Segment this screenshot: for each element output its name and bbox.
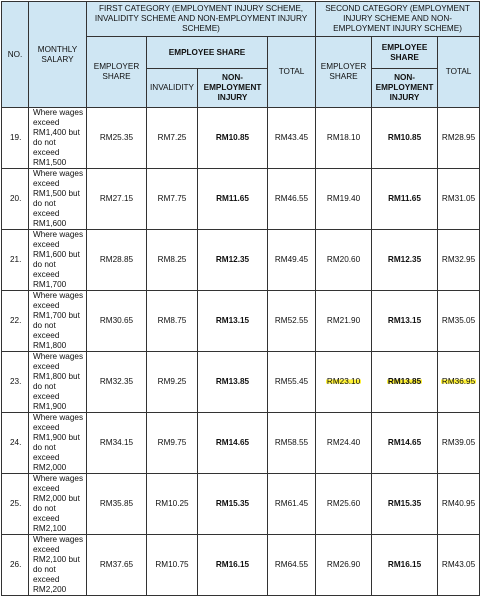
cell-c2-nei: RM13.15	[372, 291, 438, 352]
cell-no: 20.	[2, 169, 29, 230]
cell-c2-nei: RM16.15	[372, 535, 438, 596]
cell-c2-total: RM28.95	[438, 108, 480, 169]
cell-salary: Where wages exceed RM1,900 but do not exceed RM2,000	[29, 413, 87, 474]
cell-c1-invalidity: RM8.75	[147, 291, 198, 352]
cell-c1-invalidity: RM7.75	[147, 169, 198, 230]
cell-salary: Where wages exceed RM1,500 but do not exceed RM1,600	[29, 169, 87, 230]
header-c1-total: TOTAL	[268, 37, 316, 108]
cell-c1-total: RM64.55	[268, 535, 316, 596]
cell-c1-nei: RM10.85	[198, 108, 268, 169]
cell-c1-nei: RM15.35	[198, 474, 268, 535]
cell-c2-nei	[372, 352, 438, 413]
table-row	[2, 230, 480, 291]
cell-c1-total: RM49.45	[268, 230, 316, 291]
cell-c2-total: RM32.95	[438, 230, 480, 291]
table-row	[2, 169, 480, 230]
cell-c2-employer: RM20.60	[316, 230, 372, 291]
header-c1-invalidity: INVALIDITY	[147, 69, 198, 108]
cell-c2-total: RM31.05	[438, 169, 480, 230]
cell-c1-total: RM46.55	[268, 169, 316, 230]
cell-c2-nei: RM10.85	[372, 108, 438, 169]
cell-no: 22.	[2, 291, 29, 352]
cell-c2-employer: RM24.40	[316, 413, 372, 474]
cell-c2-total: RM35.05	[438, 291, 480, 352]
cell-c1-invalidity: RM9.25	[147, 352, 198, 413]
cell-c2-employer: RM25.60	[316, 474, 372, 535]
cell-c1-employer: RM30.65	[87, 291, 147, 352]
cell-c1-total: RM61.45	[268, 474, 316, 535]
cell-c1-nei: RM13.15	[198, 291, 268, 352]
cell-c2-total: RM43.05	[438, 535, 480, 596]
cell-c1-nei: RM14.65	[198, 413, 268, 474]
table-row-highlighted	[2, 352, 480, 413]
table-body	[2, 108, 480, 596]
header-c2-non-employment-injury: NON-EMPLOYMENT INJURY	[372, 69, 438, 108]
cell-c2-employer: RM26.90	[316, 535, 372, 596]
table-row	[2, 474, 480, 535]
table-row	[2, 291, 480, 352]
cell-c2-employer	[316, 352, 372, 413]
table-header	[2, 2, 480, 108]
header-second-category: SECOND CATEGORY (EMPLOYMENT INJURY SCHEME AND NON-EMPLOYMENT INJURY SCHEME)	[316, 2, 480, 37]
header-c1-non-employment-injury: NON-EMPLOYMENT INJURY	[198, 69, 268, 108]
cell-salary: Where wages exceed RM2,100 but do not exceed RM2,200	[29, 535, 87, 596]
cell-salary: Where wages exceed RM1,400 but do not exceed RM1,500	[29, 108, 87, 169]
cell-c2-nei: RM12.35	[372, 230, 438, 291]
cell-no: 23.	[2, 352, 29, 413]
cell-c1-employer: RM37.65	[87, 535, 147, 596]
cell-c1-nei: RM16.15	[198, 535, 268, 596]
cell-no: 21.	[2, 230, 29, 291]
table-row	[2, 108, 480, 169]
cell-c2-nei: RM11.65	[372, 169, 438, 230]
cell-c1-nei: RM13.85	[198, 352, 268, 413]
contribution-table-container	[1, 1, 480, 596]
header-c1-employee-share: EMPLOYEE SHARE	[147, 37, 268, 69]
header-c2-total: TOTAL	[438, 37, 480, 108]
cell-c1-nei: RM11.65	[198, 169, 268, 230]
header-c2-employee-share: EMPLOYEE SHARE	[372, 37, 438, 69]
cell-c2-total	[438, 352, 480, 413]
cell-c1-invalidity: RM8.25	[147, 230, 198, 291]
cell-c1-employer: RM35.85	[87, 474, 147, 535]
cell-c1-invalidity: RM7.25	[147, 108, 198, 169]
cell-c1-invalidity: RM10.25	[147, 474, 198, 535]
cell-c1-employer: RM28.85	[87, 230, 147, 291]
cell-c2-nei: RM14.65	[372, 413, 438, 474]
cell-c1-total: RM43.45	[268, 108, 316, 169]
highlight-mark: RM36.95	[441, 377, 476, 386]
cell-c1-employer: RM27.15	[87, 169, 147, 230]
cell-no: 26.	[2, 535, 29, 596]
cell-c2-nei: RM15.35	[372, 474, 438, 535]
header-no: NO.	[2, 2, 29, 108]
header-first-category: FIRST CATEGORY (EMPLOYMENT INJURY SCHEME, INVALIDITY SCHEME AND NON-EMPLOYMENT INJURY SCHEME)	[87, 2, 316, 37]
header-c1-employer-share: EMPLOYER SHARE	[87, 37, 147, 108]
table-row	[2, 535, 480, 596]
cell-c2-total: RM39.05	[438, 413, 480, 474]
cell-c1-total: RM52.55	[268, 291, 316, 352]
cell-c1-employer: RM34.15	[87, 413, 147, 474]
cell-salary: Where wages exceed RM1,600 but do not exceed RM1,700	[29, 230, 87, 291]
header-monthly-salary: MONTHLY SALARY	[29, 2, 87, 108]
cell-c2-employer: RM19.40	[316, 169, 372, 230]
cell-c1-nei: RM12.35	[198, 230, 268, 291]
header-c2-employer-share: EMPLOYER SHARE	[316, 37, 372, 108]
cell-salary: Where wages exceed RM2,000 but do not exceed RM2,100	[29, 474, 87, 535]
highlight-mark: RM23.10	[326, 377, 361, 386]
table-row	[2, 413, 480, 474]
cell-salary: Where wages exceed RM1,800 but do not exceed RM1,900	[29, 352, 87, 413]
cell-no: 24.	[2, 413, 29, 474]
highlight-mark: RM13.85	[387, 377, 422, 386]
cell-c2-employer: RM21.90	[316, 291, 372, 352]
contribution-rate-table	[1, 1, 480, 596]
cell-no: 25.	[2, 474, 29, 535]
cell-c1-employer: RM25.35	[87, 108, 147, 169]
cell-c1-employer: RM32.35	[87, 352, 147, 413]
cell-c1-invalidity: RM9.75	[147, 413, 198, 474]
cell-c1-total: RM58.55	[268, 413, 316, 474]
cell-c1-invalidity: RM10.75	[147, 535, 198, 596]
cell-no: 19.	[2, 108, 29, 169]
cell-c1-total: RM55.45	[268, 352, 316, 413]
cell-c2-employer: RM18.10	[316, 108, 372, 169]
cell-salary: Where wages exceed RM1,700 but do not exceed RM1,800	[29, 291, 87, 352]
cell-c2-total: RM40.95	[438, 474, 480, 535]
